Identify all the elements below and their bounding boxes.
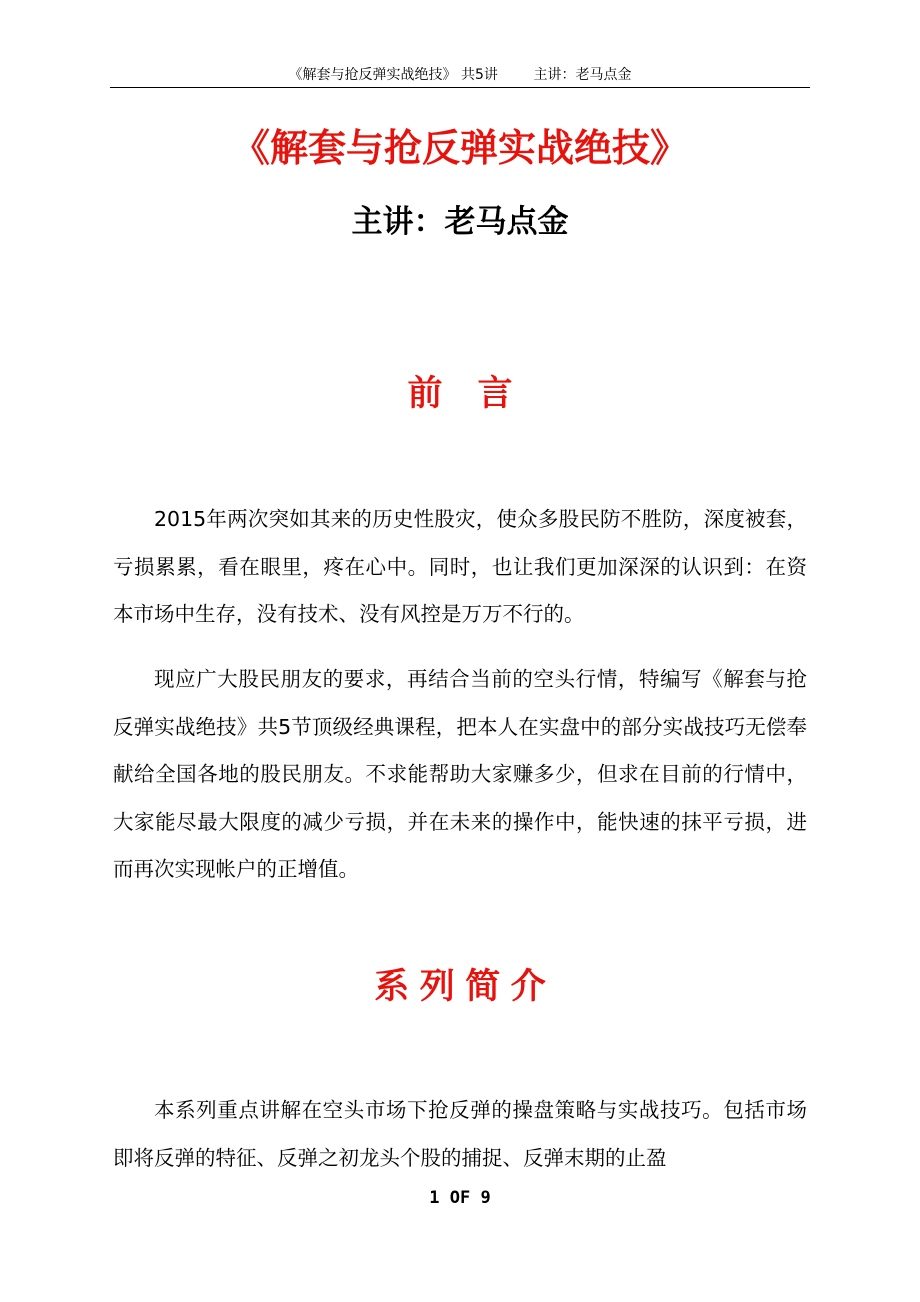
header-divider <box>110 87 810 88</box>
document-subtitle: 主讲：老马点金 <box>351 204 569 240</box>
page-number: 1 OF 9 <box>429 1188 491 1208</box>
series-intro-paragraph: 本系列重点讲解在空头市场下抢反弹的操盘策略与实战技巧。包括市场即将反弹的特征、反弹之初龙头个股的捕捉、反弹末期的止盈 <box>113 1098 807 1170</box>
running-header: 《解套与抢反弹实战绝技》 共5讲 主讲：老马点金 <box>288 67 632 83</box>
preface-paragraph: 现应广大股民朋友的要求，再结合当前的空头行情，特编写《解套与抢反弹实战绝技》共5节顶级经典课程，把本人在实盘中的部分实战技巧无偿奉献给全国各地的股民朋友。不求能帮助大家赚多少，但求在目前的行情中，大家能尽最大限度的减少亏损，并在未来的操作中，能快速的抹平亏损，进而再次实现帐户的正增值。 <box>113 667 807 881</box>
section-heading-preface: 前言 <box>407 374 548 414</box>
section-heading-series-intro: 系列简介 <box>374 967 557 1007</box>
document-title: 《解套与抢反弹实战绝技》 <box>231 126 688 170</box>
preface-paragraph: 2015年两次突如其来的历史性股灾，使众多股民防不胜防，深度被套，亏损累累，看在眼里，疼在心中。同时，也让我们更加深深的认识到：在资本市场中生存，没有技术、没有风控是万万不行的。 <box>113 507 807 626</box>
